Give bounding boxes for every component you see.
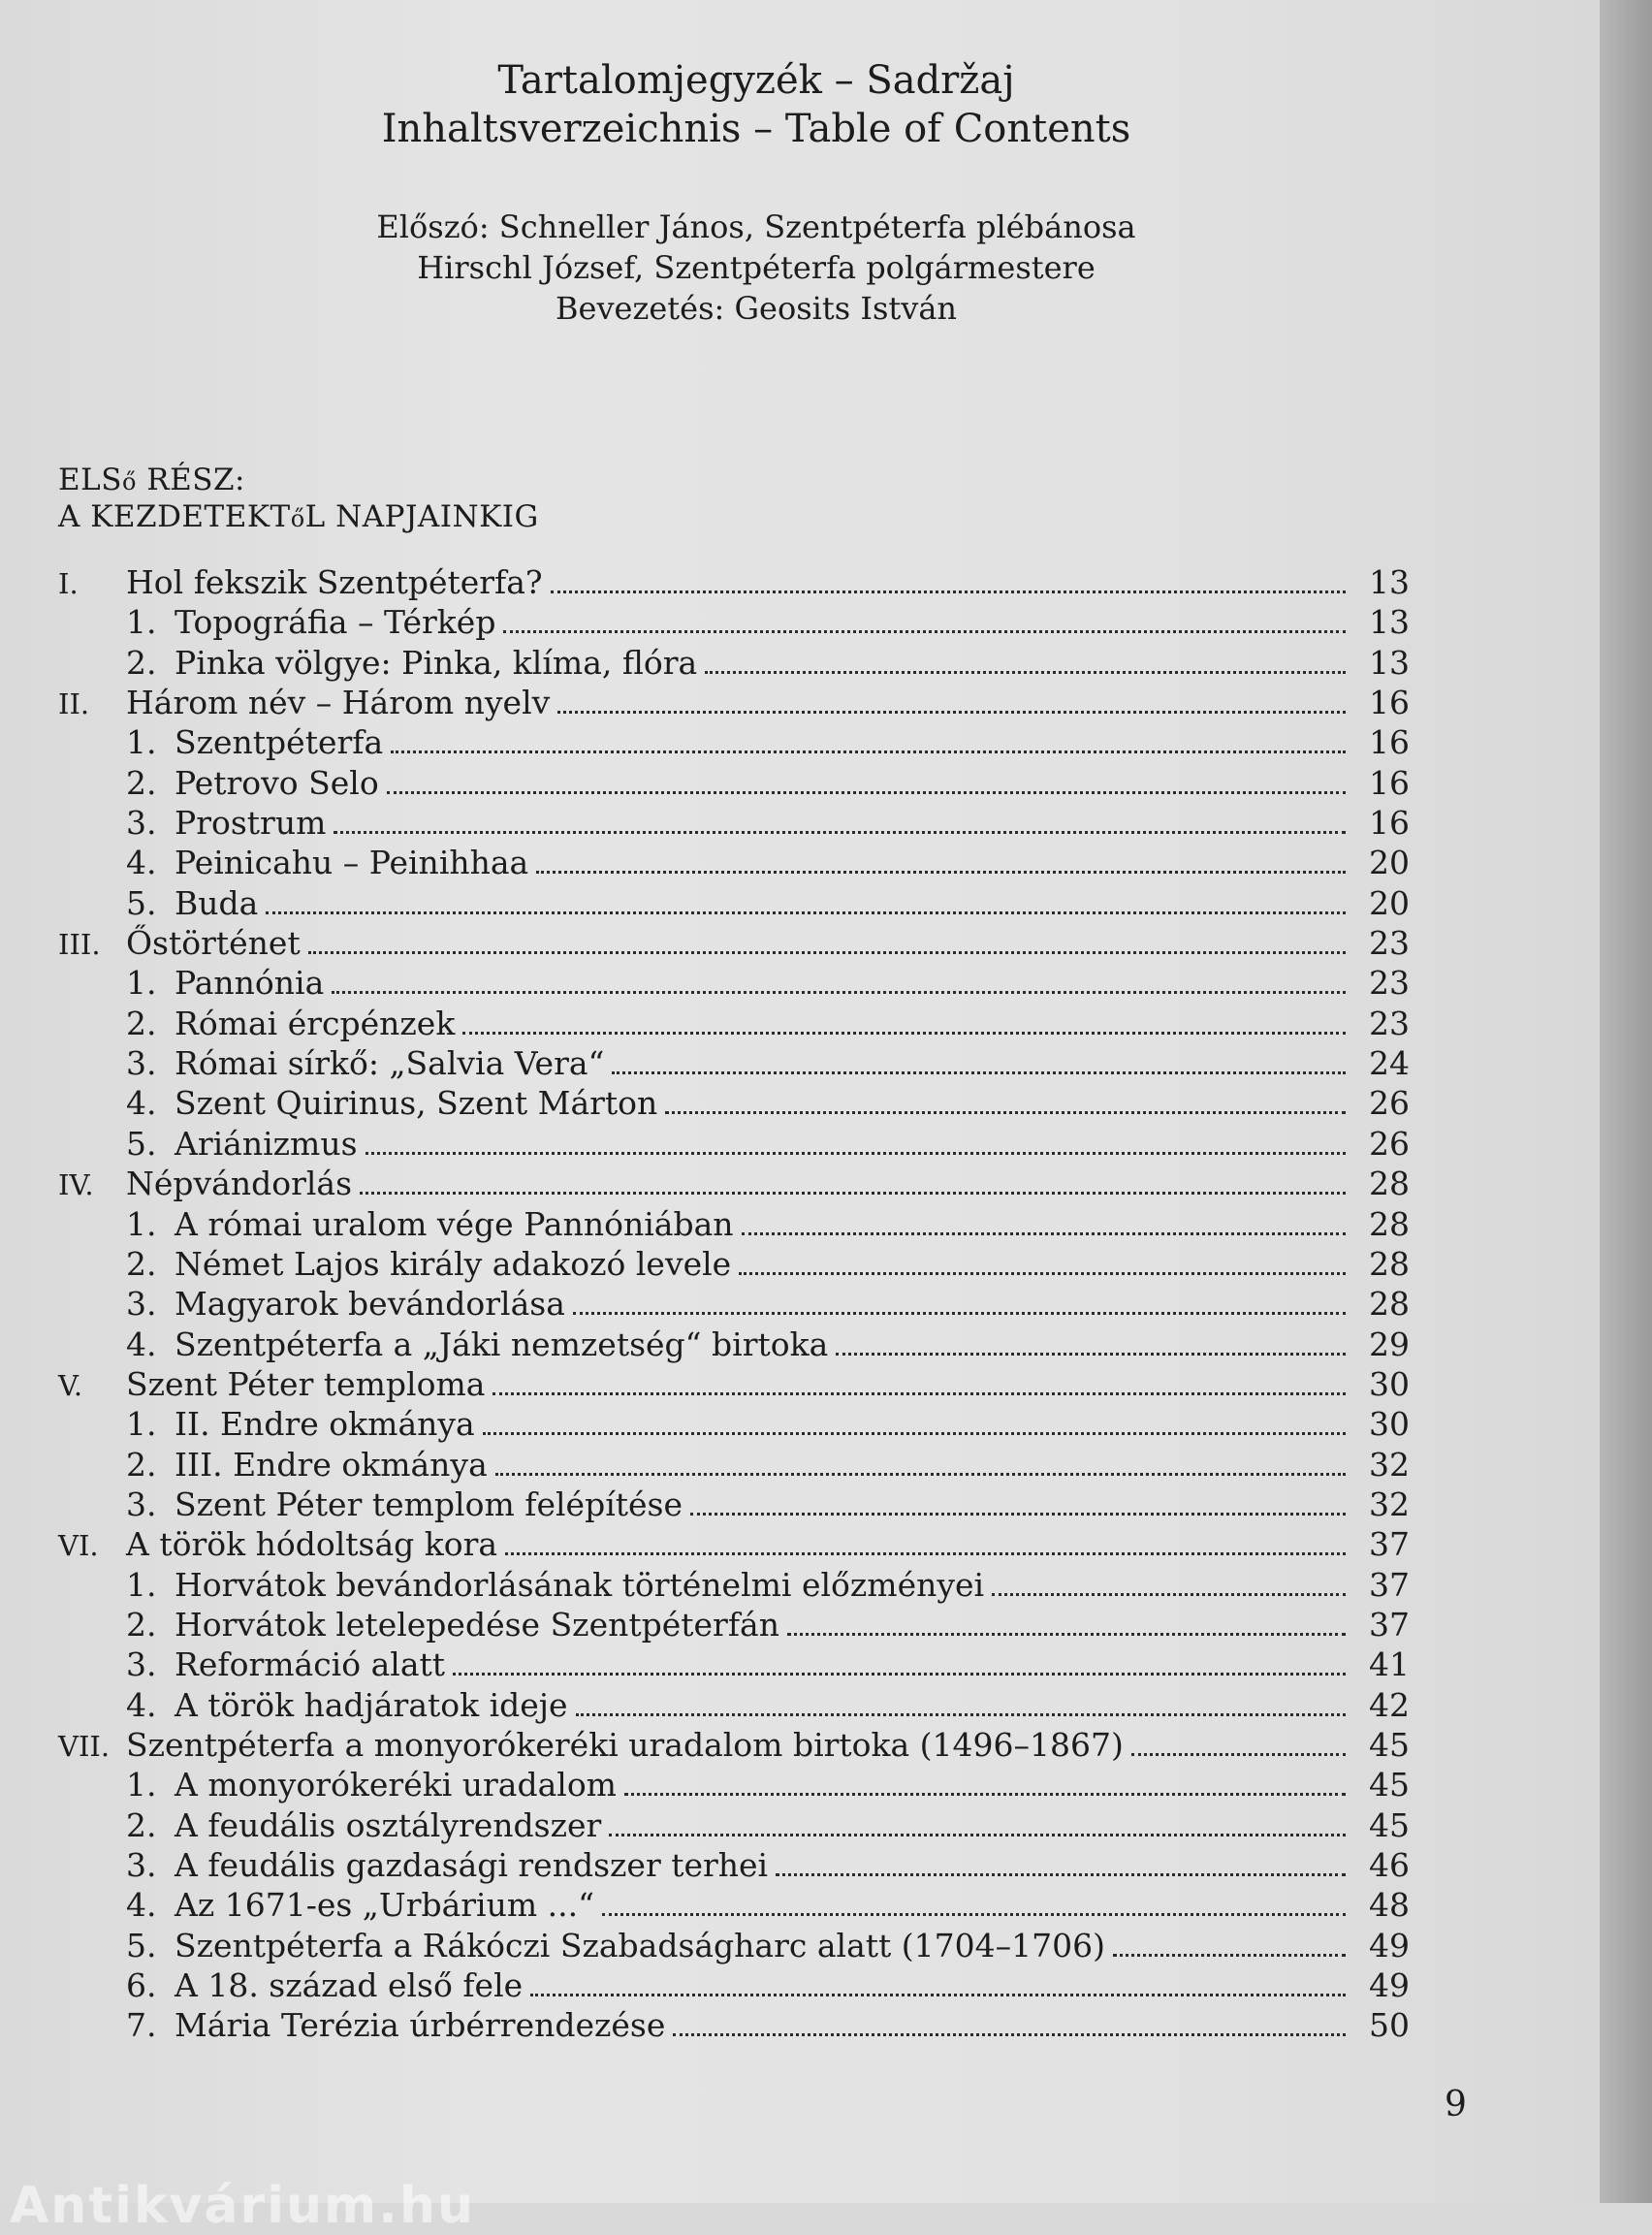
chapter-numeral: VI. bbox=[58, 1529, 99, 1563]
preface-line-1: Előszó: Schneller János, Szentpéterfa plébánosa bbox=[376, 208, 1136, 245]
toc-section-row bbox=[58, 1765, 1410, 1804]
toc-entry-page: 45 bbox=[1369, 1805, 1410, 1844]
toc-entry-label: A római uralom vége Pannóniában bbox=[175, 1204, 734, 1243]
table-of-contents bbox=[58, 562, 1410, 2046]
dot-leader bbox=[673, 2032, 1346, 2036]
toc-chapter-row bbox=[58, 683, 1410, 722]
toc-entry-label: Horvátok bevándorlásának történelmi előzményei bbox=[175, 1565, 985, 1604]
dot-leader bbox=[503, 629, 1346, 633]
dot-leader bbox=[387, 790, 1346, 794]
chapter-numeral: II. bbox=[58, 687, 90, 721]
toc-entry-page: 16 bbox=[1369, 804, 1410, 843]
section-number: 3. bbox=[126, 804, 157, 843]
toc-entry-label: Szent Péter temploma bbox=[126, 1364, 486, 1403]
toc-entry-label: Pinka völgye: Pinka, klíma, flóra bbox=[175, 643, 698, 682]
toc-section-row bbox=[58, 1485, 1410, 1524]
toc-section-row bbox=[58, 1965, 1410, 2005]
toc-section-row bbox=[58, 1605, 1410, 1644]
part-heading-text-a: ELS bbox=[58, 463, 122, 497]
dot-leader bbox=[787, 1632, 1346, 1636]
section-number: 1. bbox=[126, 603, 157, 642]
page-number: 9 bbox=[1445, 2085, 1467, 2124]
toc-entry-page: 28 bbox=[1369, 1204, 1410, 1243]
toc-chapter-row bbox=[58, 1524, 1410, 1564]
dot-leader bbox=[308, 950, 1346, 954]
part-subtitle-text-c: L NAPJAINKIG bbox=[304, 499, 539, 534]
toc-section-row bbox=[58, 722, 1410, 762]
chapter-numeral: III. bbox=[58, 928, 101, 962]
toc-entry-label: Reformáció alatt bbox=[175, 1645, 446, 1684]
dot-leader bbox=[492, 1391, 1346, 1395]
dot-leader bbox=[576, 1712, 1346, 1716]
toc-section-row bbox=[58, 1885, 1410, 1925]
toc-entry-label: Szentpéterfa a „Jáki nemzetség“ birtoka bbox=[175, 1325, 829, 1363]
toc-section-row bbox=[58, 1685, 1410, 1725]
toc-entry-page: 16 bbox=[1369, 723, 1410, 762]
toc-entry-label: II. Endre okmánya bbox=[175, 1405, 475, 1444]
toc-entry-label: A feudális osztályrendszer bbox=[175, 1805, 602, 1844]
toc-entry-page: 28 bbox=[1369, 1244, 1410, 1283]
part-subtitle bbox=[58, 497, 539, 538]
dot-leader bbox=[992, 1592, 1346, 1596]
toc-entry-page: 37 bbox=[1369, 1605, 1410, 1644]
toc-entry-label: Szent Péter templom felépítése bbox=[175, 1485, 683, 1523]
toc-section-row bbox=[58, 1244, 1410, 1284]
toc-entry-label: Őstörténet bbox=[126, 924, 301, 963]
toc-entry-page: 29 bbox=[1369, 1325, 1410, 1363]
toc-entry-page: 20 bbox=[1369, 844, 1410, 882]
dot-leader bbox=[1131, 1752, 1346, 1756]
toc-section-row bbox=[58, 602, 1410, 642]
section-number: 3. bbox=[126, 1285, 157, 1324]
toc-section-row bbox=[58, 1204, 1410, 1244]
toc-entry-page: 46 bbox=[1369, 1846, 1410, 1884]
section-number: 5. bbox=[126, 883, 157, 922]
toc-entry-label: A török hadjáratok ideje bbox=[175, 1685, 568, 1724]
section-number: 7. bbox=[126, 2006, 157, 2045]
dot-leader bbox=[495, 1472, 1346, 1476]
toc-entry-label: Szentpéterfa a monyorókeréki uradalom birtoka (1496–1867) bbox=[126, 1725, 1124, 1764]
part-subtitle-text-a: A KEZDETEKT bbox=[58, 499, 291, 534]
dot-leader bbox=[776, 1872, 1346, 1876]
section-number: 1. bbox=[126, 723, 157, 762]
section-number: 4. bbox=[126, 1084, 157, 1123]
toc-section-row bbox=[58, 843, 1410, 882]
toc-entry-page: 49 bbox=[1369, 1966, 1410, 2005]
toc-entry-page: 49 bbox=[1369, 1926, 1410, 1964]
dot-leader bbox=[665, 1110, 1346, 1114]
part-heading bbox=[58, 461, 245, 501]
toc-entry-label: Petrovo Selo bbox=[175, 763, 379, 802]
toc-section-row bbox=[58, 1043, 1410, 1083]
toc-section-row bbox=[58, 1644, 1410, 1684]
dot-leader bbox=[365, 1151, 1346, 1155]
dot-leader bbox=[266, 910, 1346, 914]
toc-entry-page: 30 bbox=[1369, 1405, 1410, 1444]
toc-section-row bbox=[58, 1926, 1410, 1965]
dot-leader bbox=[609, 1833, 1346, 1836]
toc-entry-label: Német Lajos király adakozó levele bbox=[175, 1244, 732, 1283]
toc-entry-label: Három név – Három nyelv bbox=[126, 684, 551, 722]
dot-leader bbox=[332, 990, 1346, 994]
toc-entry-page: 26 bbox=[1369, 1124, 1410, 1163]
toc-section-row bbox=[58, 1124, 1410, 1164]
watermark: Antikvárium.hu bbox=[10, 2177, 475, 2235]
toc-entry-label: Szentpéterfa a Rákóczi Szabadságharc alatt (1704–1706) bbox=[175, 1926, 1105, 1964]
section-number: 2. bbox=[126, 643, 157, 682]
dot-leader bbox=[624, 1792, 1346, 1796]
toc-section-row bbox=[58, 1404, 1410, 1444]
toc-entry-page: 13 bbox=[1369, 603, 1410, 642]
part-heading-text-c: RÉSZ: bbox=[136, 463, 245, 497]
section-number: 3. bbox=[126, 1485, 157, 1523]
toc-entry-page: 32 bbox=[1369, 1485, 1410, 1523]
section-number: 1. bbox=[126, 1766, 157, 1804]
toc-entry-label: Az 1671-es „Urbárium ...“ bbox=[175, 1886, 594, 1925]
section-number: 1. bbox=[126, 1565, 157, 1604]
dot-leader bbox=[334, 830, 1346, 834]
toc-entry-label: Népvándorlás bbox=[126, 1165, 353, 1203]
toc-chapter-row bbox=[58, 1164, 1410, 1203]
dot-leader bbox=[536, 870, 1346, 874]
toc-section-row bbox=[58, 803, 1410, 843]
toc-entry-label: III. Endre okmánya bbox=[175, 1445, 488, 1484]
toc-entry-label: Horvátok letelepedése Szentpéterfán bbox=[175, 1605, 779, 1644]
section-number: 6. bbox=[126, 1966, 157, 2005]
dot-leader bbox=[742, 1231, 1346, 1235]
dot-leader bbox=[551, 590, 1346, 593]
toc-section-row bbox=[58, 1805, 1410, 1845]
toc-entry-page: 30 bbox=[1369, 1364, 1410, 1403]
toc-entry-page: 37 bbox=[1369, 1525, 1410, 1564]
toc-section-row bbox=[58, 763, 1410, 803]
toc-entry-label: A török hódoltság kora bbox=[126, 1525, 498, 1564]
toc-entry-page: 23 bbox=[1369, 964, 1410, 1003]
dot-leader bbox=[836, 1352, 1346, 1356]
toc-chapter-row bbox=[58, 1364, 1410, 1404]
dot-leader bbox=[453, 1672, 1346, 1676]
toc-entry-page: 26 bbox=[1369, 1084, 1410, 1123]
section-number: 2. bbox=[126, 1004, 157, 1042]
toc-entry-page: 13 bbox=[1369, 563, 1410, 601]
section-number: 1. bbox=[126, 964, 157, 1003]
toc-section-row bbox=[58, 1845, 1410, 1885]
toc-entry-label: Topográfia – Térkép bbox=[175, 603, 496, 642]
toc-entry-page: 20 bbox=[1369, 883, 1410, 922]
toc-entry-page: 24 bbox=[1369, 1044, 1410, 1083]
toc-entry-label: Buda bbox=[175, 883, 259, 922]
toc-entry-label: Mária Terézia úrbérrendezése bbox=[175, 2006, 666, 2045]
chapter-numeral: I. bbox=[58, 567, 79, 600]
toc-section-row bbox=[58, 1565, 1410, 1605]
dot-leader bbox=[483, 1431, 1346, 1435]
dot-leader bbox=[462, 1031, 1346, 1035]
toc-entry-label: A feudális gazdasági rendszer terhei bbox=[175, 1846, 769, 1884]
toc-entry-page: 32 bbox=[1369, 1445, 1410, 1484]
dot-leader bbox=[612, 1070, 1346, 1074]
section-number: 3. bbox=[126, 1645, 157, 1684]
dot-leader bbox=[739, 1271, 1346, 1275]
toc-entry-label: Magyarok bevándorlása bbox=[175, 1285, 565, 1324]
toc-entry-label: A monyorókeréki uradalom bbox=[175, 1766, 617, 1804]
section-number: 4. bbox=[126, 1325, 157, 1363]
section-number: 2. bbox=[126, 1244, 157, 1283]
toc-entry-page: 48 bbox=[1369, 1886, 1410, 1925]
section-number: 4. bbox=[126, 1886, 157, 1925]
toc-section-row bbox=[58, 643, 1410, 683]
toc-chapter-row bbox=[58, 923, 1410, 963]
toc-section-row bbox=[58, 1284, 1410, 1324]
toc-entry-label: A 18. század első fele bbox=[175, 1966, 524, 2005]
part-subtitle-text-b: ő bbox=[290, 505, 305, 532]
toc-entry-label: Római ércpénzek bbox=[175, 1004, 456, 1042]
toc-chapter-row bbox=[58, 1725, 1410, 1765]
toc-entry-page: 45 bbox=[1369, 1725, 1410, 1764]
toc-entry-label: Peinicahu – Peinihhaa bbox=[175, 844, 529, 882]
toc-section-row bbox=[58, 1004, 1410, 1043]
toc-entry-page: 13 bbox=[1369, 643, 1410, 682]
dot-leader bbox=[557, 710, 1346, 714]
dot-leader bbox=[530, 1993, 1346, 1996]
toc-entry-label: Prostrum bbox=[175, 804, 327, 843]
chapter-numeral: VII. bbox=[58, 1729, 111, 1763]
section-number: 2. bbox=[126, 763, 157, 802]
toc-title-line-1: Tartalomjegyzék – Sadržaj bbox=[497, 58, 1015, 103]
toc-entry-page: 28 bbox=[1369, 1165, 1410, 1203]
toc-entry-page: 45 bbox=[1369, 1766, 1410, 1804]
dot-leader bbox=[360, 1191, 1346, 1195]
toc-entry-label: Pannónia bbox=[175, 964, 325, 1003]
toc-section-row bbox=[58, 2005, 1410, 2045]
page-edge bbox=[1600, 0, 1652, 2203]
toc-entry-page: 42 bbox=[1369, 1685, 1410, 1724]
toc-entry-label: Hol fekszik Szentpéterfa? bbox=[126, 563, 543, 601]
toc-entry-page: 16 bbox=[1369, 763, 1410, 802]
dot-leader bbox=[505, 1551, 1346, 1555]
toc-title-line-2: Inhaltsverzeichnis – Table of Contents bbox=[381, 107, 1131, 151]
toc-section-row bbox=[58, 1083, 1410, 1123]
dot-leader bbox=[705, 670, 1346, 674]
toc-entry-page: 28 bbox=[1369, 1285, 1410, 1324]
section-number: 3. bbox=[126, 1846, 157, 1884]
toc-entry-page: 41 bbox=[1369, 1645, 1410, 1684]
section-number: 1. bbox=[126, 1204, 157, 1243]
dot-leader bbox=[573, 1311, 1346, 1315]
toc-section-row bbox=[58, 963, 1410, 1003]
dot-leader bbox=[602, 1912, 1346, 1916]
part-heading-text-b: ő bbox=[121, 468, 137, 495]
toc-entry-page: 16 bbox=[1369, 684, 1410, 722]
dot-leader bbox=[391, 750, 1346, 753]
dot-leader bbox=[1113, 1953, 1346, 1957]
toc-entry-page: 23 bbox=[1369, 1004, 1410, 1042]
section-number: 1. bbox=[126, 1405, 157, 1444]
section-number: 2. bbox=[126, 1445, 157, 1484]
toc-entry-label: Ariánizmus bbox=[175, 1124, 358, 1163]
toc-entry-page: 23 bbox=[1369, 924, 1410, 963]
section-number: 5. bbox=[126, 1124, 157, 1163]
section-number: 2. bbox=[126, 1805, 157, 1844]
dot-leader bbox=[690, 1512, 1346, 1516]
toc-chapter-row bbox=[58, 562, 1410, 602]
toc-entry-label: Szent Quirinus, Szent Márton bbox=[175, 1084, 658, 1123]
section-number: 4. bbox=[126, 1685, 157, 1724]
toc-entry-page: 37 bbox=[1369, 1565, 1410, 1604]
chapter-numeral: IV. bbox=[58, 1168, 94, 1202]
toc-section-row bbox=[58, 1445, 1410, 1485]
preface-line-2: Hirschl József, Szentpéterfa polgármestere bbox=[417, 249, 1096, 286]
section-number: 2. bbox=[126, 1605, 157, 1644]
toc-entry-label: Szentpéterfa bbox=[175, 723, 384, 762]
section-number: 3. bbox=[126, 1044, 157, 1083]
section-number: 5. bbox=[126, 1926, 157, 1964]
toc-section-row bbox=[58, 883, 1410, 923]
introduction-line: Bevezetés: Geosits István bbox=[556, 290, 957, 327]
section-number: 4. bbox=[126, 844, 157, 882]
chapter-numeral: V. bbox=[58, 1368, 83, 1402]
toc-entry-label: Római sírkő: „Salvia Vera“ bbox=[175, 1044, 605, 1083]
toc-section-row bbox=[58, 1325, 1410, 1364]
toc-entry-page: 50 bbox=[1369, 2006, 1410, 2045]
